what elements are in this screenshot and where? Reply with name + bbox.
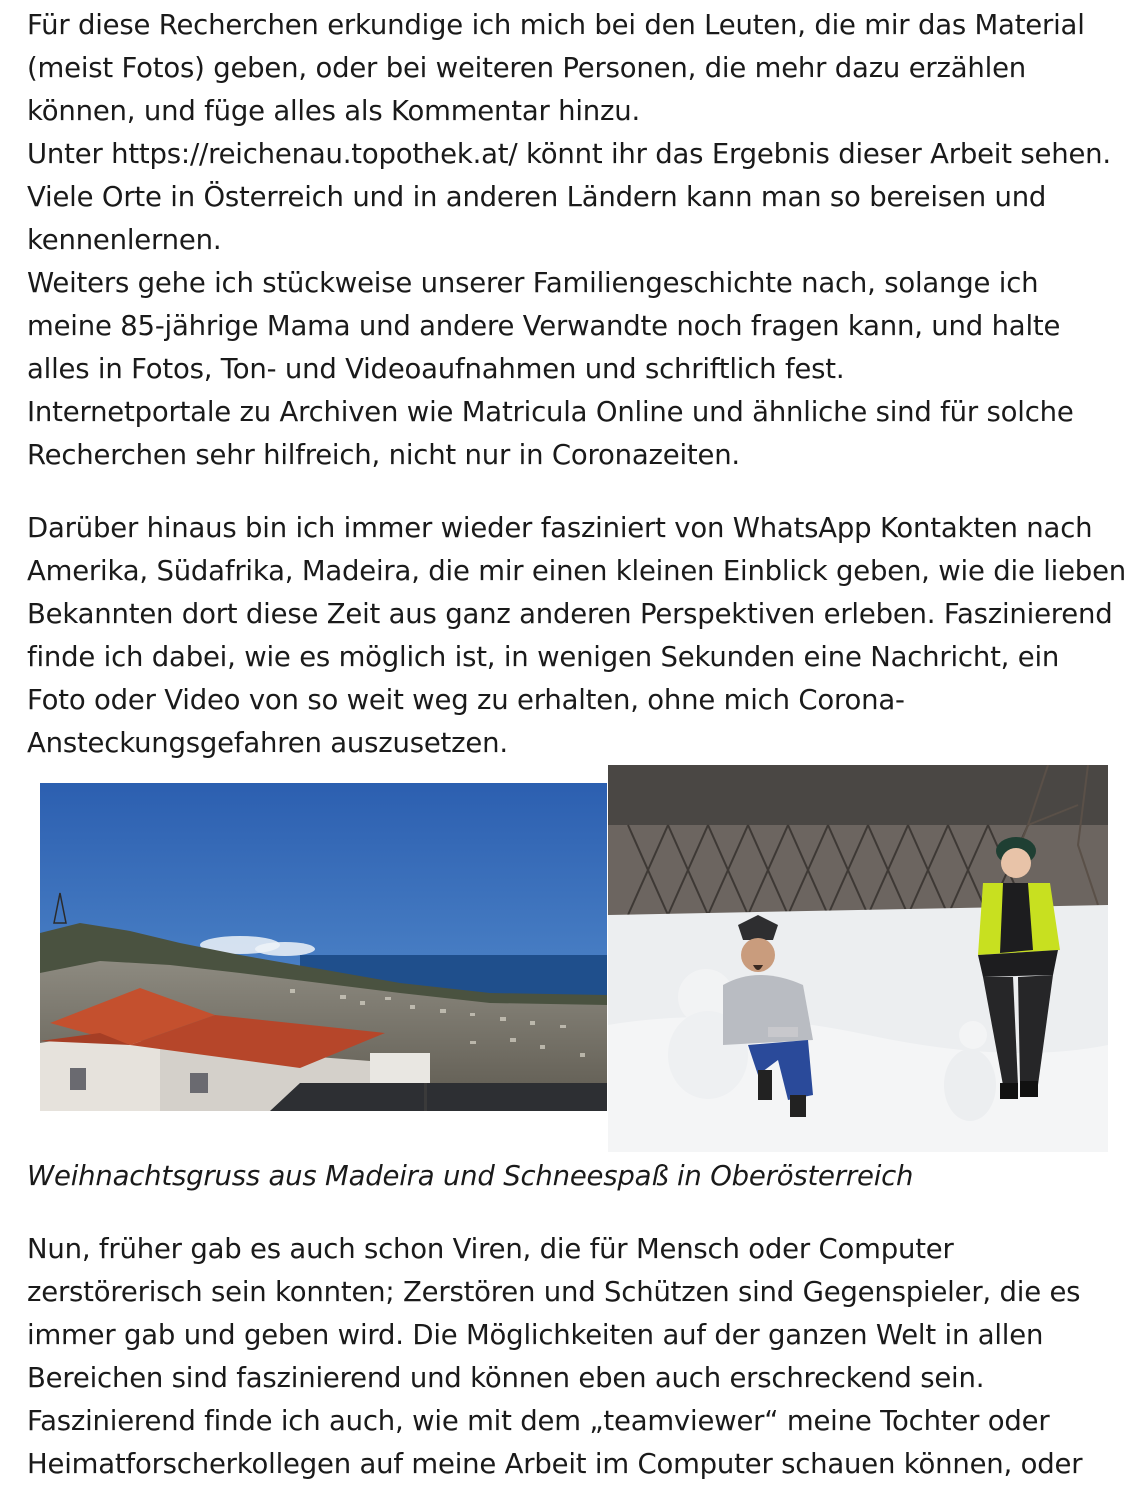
text-line: Ansteckungsgefahren auszusetzen. (27, 727, 508, 759)
text-line: können, und füge alles als Kommentar hinzu. (27, 95, 641, 127)
text-line: Bereichen sind faszinierend und können eben auch erschreckend sein. (27, 1362, 985, 1394)
text-line: Bekannten dort diese Zeit aus ganz anderen Perspektiven erleben. Faszinierend (27, 598, 1113, 630)
text-line: immer gab und geben wird. Die Möglichkeiten auf der ganzen Welt in allen (27, 1319, 1044, 1351)
text-line: Für diese Recherchen erkundige ich mich bei den Leuten, die mir das Material (27, 9, 1085, 41)
text-line: (meist Fotos) geben, oder bei weiteren Personen, die mehr dazu erzählen (27, 52, 1027, 84)
paragraph-whatsapp (27, 507, 1142, 765)
text-line: alles in Fotos, Ton- und Videoaufnahmen und schriftlich fest. (27, 353, 845, 385)
text-line: Faszinierend finde ich auch, wie mit dem „teamviewer“ meine Tochter oder (27, 1405, 1050, 1437)
text-line: Nun, früher gab es auch schon Viren, die für Mensch oder Computer (27, 1233, 954, 1265)
text-line: Internetportale zu Archiven wie Matricula Online und ähnliche sind für solche (27, 396, 1074, 428)
text-line: Weiters gehe ich stückweise unserer Familiengeschichte nach, solange ich (27, 267, 1039, 299)
text-line: Unter https://reichenau.topothek.at/ könnt ihr das Ergebnis dieser Arbeit sehen. (27, 138, 1111, 170)
paragraph-research (27, 4, 1142, 477)
article-body (27, 4, 1142, 1486)
text-line: zerstörerisch sein konnten; Zerstören und Schützen sind Gegenspieler, die es (27, 1276, 1081, 1308)
photo-caption: Weihnachtsgruss aus Madeira und Schneespaß in Oberösterreich (27, 1160, 914, 1192)
text-line: Recherchen sehr hilfreich, nicht nur in Coronazeiten. (27, 439, 740, 471)
text-line: Foto oder Video von so weit weg zu erhalten, ohne mich Corona- (27, 684, 905, 716)
madeira-photo (40, 783, 607, 1111)
text-line: kennenlernen. (27, 224, 222, 256)
paragraph-gap (27, 1198, 1142, 1228)
paragraph-viruses (27, 1228, 1142, 1486)
photo-row (0, 765, 1142, 1155)
text-line: Amerika, Südafrika, Madeira, die mir einen kleinen Einblick geben, wie die lieben (27, 555, 1127, 587)
paragraph-gap (27, 477, 1142, 507)
snow-photo (608, 765, 1108, 1152)
text-line: finde ich dabei, wie es möglich ist, in wenigen Sekunden eine Nachricht, ein (27, 641, 1060, 673)
text-line: Darüber hinaus bin ich immer wieder fasziniert von WhatsApp Kontakten nach (27, 512, 1093, 544)
text-line: Viele Orte in Österreich und in anderen Ländern kann man so bereisen und (27, 181, 1047, 213)
text-line: meine 85-jährige Mama und andere Verwandte noch fragen kann, und halte (27, 310, 1061, 342)
text-line: Heimatforscherkollegen auf meine Arbeit im Computer schauen können, oder (27, 1448, 1083, 1480)
